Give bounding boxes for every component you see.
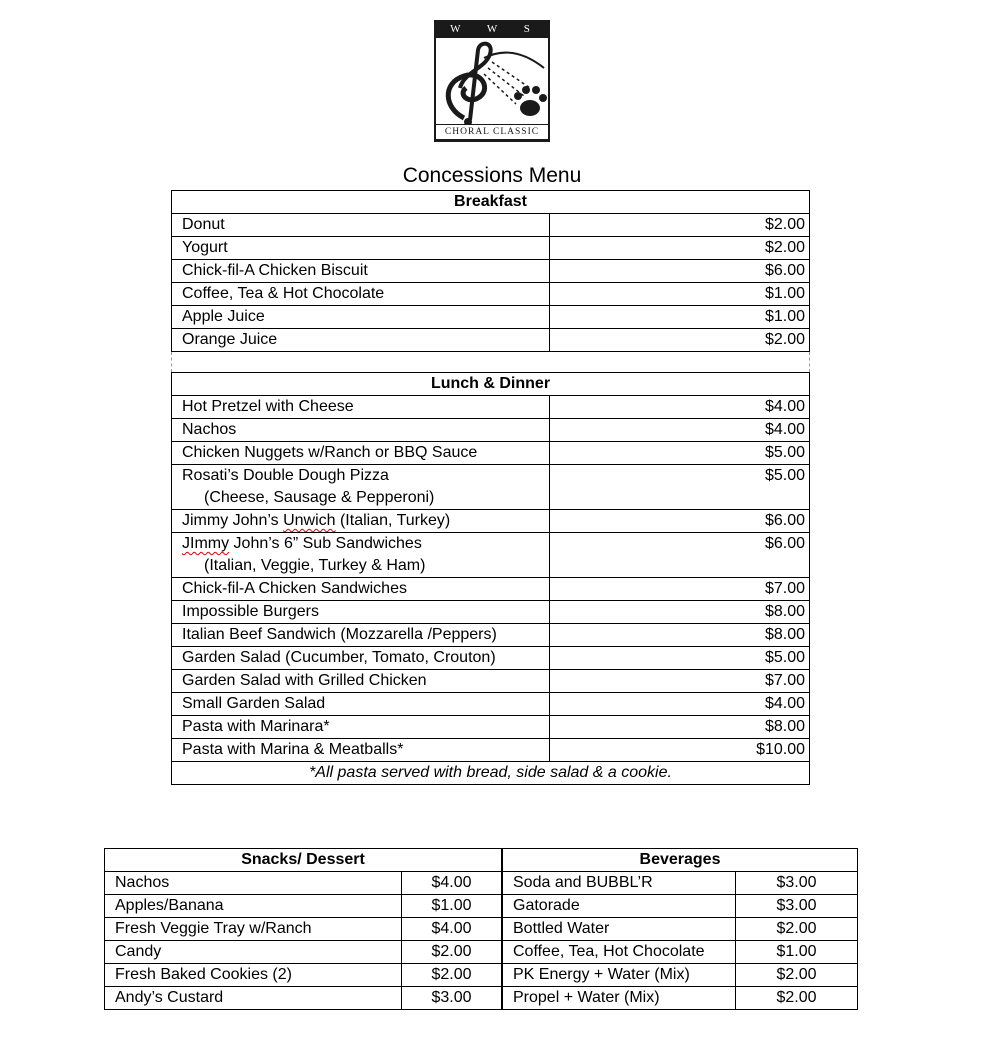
- item-price: $2.00: [736, 964, 858, 987]
- item-price: $3.00: [402, 987, 502, 1010]
- item-price: $2.00: [736, 987, 858, 1010]
- table-row: [105, 872, 502, 895]
- item-name-cell: [172, 465, 550, 510]
- table-row: [172, 670, 810, 693]
- table-row: [172, 306, 810, 329]
- table-row: [503, 895, 858, 918]
- table-row: [503, 918, 858, 941]
- table-row: [503, 941, 858, 964]
- logo-top-text: W W S: [450, 23, 542, 35]
- item-price: $4.00: [550, 693, 810, 716]
- beverages-table: [502, 848, 858, 1010]
- item-price: $8.00: [550, 716, 810, 739]
- item-name: Propel + Water (Mix): [503, 987, 736, 1010]
- logo-bottom-text: CHORAL CLASSIC: [436, 125, 548, 139]
- item-name-cell: [172, 510, 550, 533]
- item-price: $2.00: [550, 329, 810, 352]
- item-price: $1.00: [550, 283, 810, 306]
- item-name: Coffee, Tea & Hot Chocolate: [172, 283, 550, 306]
- item-name: Rosati’s Double Dough Pizza: [182, 467, 389, 484]
- table-row: [105, 941, 502, 964]
- table-row: [172, 601, 810, 624]
- item-name-cell: [172, 533, 550, 578]
- item-name: Fresh Veggie Tray w/Ranch: [105, 918, 402, 941]
- item-name: Coffee, Tea, Hot Chocolate: [503, 941, 736, 964]
- item-price: $5.00: [550, 442, 810, 465]
- table-row: [172, 442, 810, 465]
- table-row: [172, 693, 810, 716]
- item-price: $4.00: [550, 419, 810, 442]
- beverages-header: Beverages: [503, 849, 858, 872]
- item-name: Apple Juice: [172, 306, 550, 329]
- table-row: [172, 739, 810, 762]
- item-name: Yogurt: [172, 237, 550, 260]
- item-price: $3.00: [736, 872, 858, 895]
- item-name: Chicken Nuggets w/Ranch or BBQ Sauce: [172, 442, 550, 465]
- table-row: [105, 987, 502, 1010]
- table-row: [172, 510, 810, 533]
- item-name: Bottled Water: [503, 918, 736, 941]
- item-name: Impossible Burgers: [172, 601, 550, 624]
- table-row: [172, 533, 810, 578]
- item-price: $2.00: [402, 964, 502, 987]
- table-row: [172, 624, 810, 647]
- lunch-header: Lunch & Dinner: [172, 373, 810, 396]
- item-name: Italian Beef Sandwich (Mozzarella /Peppers): [172, 624, 550, 647]
- item-name: Chick-fil-A Chicken Biscuit: [172, 260, 550, 283]
- item-name: Gatorade: [503, 895, 736, 918]
- item-name: Soda and BUBBL’R: [503, 872, 736, 895]
- page-title: Concessions Menu: [402, 164, 582, 187]
- item-price: $2.00: [402, 941, 502, 964]
- item-name: Pasta with Marina & Meatballs*: [172, 739, 550, 762]
- item-price: $4.00: [402, 918, 502, 941]
- table-row: [105, 964, 502, 987]
- item-name: Garden Salad (Cucumber, Tomato, Crouton): [172, 647, 550, 670]
- table-row: [105, 895, 502, 918]
- item-name: Candy: [105, 941, 402, 964]
- table-row: [172, 578, 810, 601]
- table-row: [503, 872, 858, 895]
- item-price: $10.00: [550, 739, 810, 762]
- table-row: [503, 964, 858, 987]
- item-price: $5.00: [550, 647, 810, 670]
- table-row: [172, 237, 810, 260]
- item-price: $2.00: [550, 214, 810, 237]
- table-row: [503, 987, 858, 1010]
- item-price: $4.00: [550, 396, 810, 419]
- item-detail: (Cheese, Sausage & Pepperoni): [204, 489, 435, 506]
- snacks-dessert-table: [104, 848, 502, 1010]
- item-name: Chick-fil-A Chicken Sandwiches: [172, 578, 550, 601]
- table-row: [172, 214, 810, 237]
- item-detail: (Italian, Veggie, Turkey & Ham): [204, 557, 426, 574]
- item-name-misspelled: Unwich: [283, 512, 336, 529]
- item-price: $6.00: [550, 260, 810, 283]
- table-row: [105, 918, 502, 941]
- item-price: $2.00: [736, 918, 858, 941]
- item-name: Small Garden Salad: [172, 693, 550, 716]
- item-name: Garden Salad with Grilled Chicken: [172, 670, 550, 693]
- item-price: $3.00: [736, 895, 858, 918]
- table-row: [172, 396, 810, 419]
- table-row: [172, 260, 810, 283]
- table-row: [172, 419, 810, 442]
- item-price: $7.00: [550, 670, 810, 693]
- item-name-part: Jimmy John’s: [182, 512, 284, 529]
- table-row: [172, 716, 810, 739]
- item-price: $8.00: [550, 601, 810, 624]
- item-price: $8.00: [550, 624, 810, 647]
- breakfast-header: Breakfast: [172, 191, 810, 214]
- item-price: $2.00: [550, 237, 810, 260]
- item-name: Nachos: [172, 419, 550, 442]
- treble-clef-paw-icon: [434, 38, 550, 126]
- pasta-note: *All pasta served with bread, side salad & a cookie.: [172, 762, 810, 785]
- item-price: $6.00: [550, 510, 810, 533]
- item-price: $1.00: [402, 895, 502, 918]
- table-row: [172, 465, 810, 510]
- item-name: Fresh Baked Cookies (2): [105, 964, 402, 987]
- item-name-misspelled: JImmy: [182, 535, 230, 552]
- item-name: Apples/Banana: [105, 895, 402, 918]
- item-name: Pasta with Marinara*: [172, 716, 550, 739]
- item-price: $7.00: [550, 578, 810, 601]
- item-price: $1.00: [550, 306, 810, 329]
- section-gap: [172, 352, 810, 373]
- main-menu-table: [171, 190, 810, 785]
- item-name: PK Energy + Water (Mix): [503, 964, 736, 987]
- item-name: Nachos: [105, 872, 402, 895]
- table-row: [172, 329, 810, 352]
- item-price: $5.00: [550, 465, 810, 510]
- item-name: Hot Pretzel with Cheese: [172, 396, 550, 419]
- table-row: [172, 647, 810, 670]
- item-price: $4.00: [402, 872, 502, 895]
- item-price: $1.00: [736, 941, 858, 964]
- item-name-part: John’s 6” Sub Sandwiches: [229, 535, 422, 552]
- item-name: Donut: [172, 214, 550, 237]
- item-name: Orange Juice: [172, 329, 550, 352]
- item-name: Andy’s Custard: [105, 987, 402, 1010]
- item-name-part: (Italian, Turkey): [335, 512, 451, 529]
- snacks-header: Snacks/ Dessert: [105, 849, 502, 872]
- item-price: $6.00: [550, 533, 810, 578]
- wws-choral-classic-logo: [434, 20, 550, 142]
- table-row: [172, 283, 810, 306]
